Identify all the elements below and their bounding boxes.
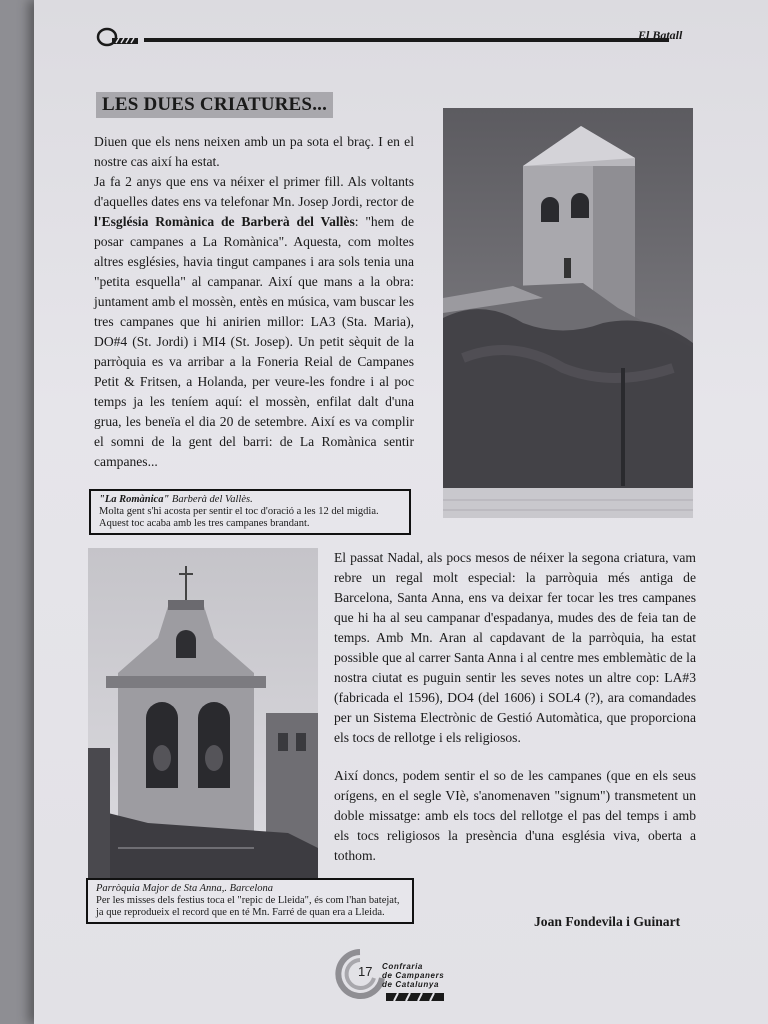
brand-line-3: de Catalunya xyxy=(382,980,439,989)
author-signature: Joan Fondevila i Guinart xyxy=(534,914,681,929)
caption-santa-anna-text: Per les misses dels festius toca el "repic de Lleida", és com l'han batejat, ja que reprodueix el record que en té Mn. Farré de quan era a Lleida. xyxy=(96,895,400,918)
photo-romanica-church xyxy=(443,108,693,518)
caption-romanica-place: Barberà del Vallès. xyxy=(169,494,253,505)
brand-line-1: Confraria xyxy=(382,962,423,971)
caption-romanica-name: "La Romànica" xyxy=(99,494,170,505)
caption-romanica-title xyxy=(99,494,401,506)
article-text-top xyxy=(94,132,414,472)
header-rule xyxy=(144,38,669,42)
photo-santa-anna-belfry xyxy=(88,548,318,878)
paragraph-second-child: El passat Nadal, als pocs mesos de néixer la segona criatura, vam rebre un regal molt especial: la parròquia més antiga de Barcelona, Santa Anna, ens va deixar fer tocar les tres campanes que hi ha al seu campanar d'espadanya, mudes des de feia tan de temps. Amb Mn. Aran al capdavant de la parròquia, ha estat possible que al carrer Santa Anna i al centre mes emblemàtic de la nostra ciutat es puguin sentir les seves notes un altre cop: LA#3 (fabricada el 1596), DO4 (del 1606) i SOL4 (?), ara comandades per un Sistema Electrònic de Gestió Automàtica, que proporciona els tocs de rellotge i els religiosos. xyxy=(334,550,696,745)
article-title: LES DUES CRIATURES... xyxy=(96,92,333,118)
church-name-bold: l'Església Romànica de Barberà del Vallès xyxy=(94,214,355,229)
caption-santa-anna-title: Parròquia Major de Sta Anna,. Barcelona xyxy=(96,883,274,894)
article-text-bottom xyxy=(334,548,696,866)
publication-logo-icon xyxy=(96,26,140,48)
paragraph-first-child-lead: Ja fa 2 anys que ens va néixer el primer fill. Als voltants d'aquelles dates ens va telefonar Mn. Josep Jordi, rector de xyxy=(94,174,414,209)
paragraph-intro: Diuen que els nens neixen amb un pa sota el braç. I en el nostre cas així ha estat. xyxy=(94,134,414,169)
caption-romanica-text: Molta gent s'hi acosta per sentir el toc d'oració a les 12 del migdia. Aquest toc acaba amb les tres campanes brandant. xyxy=(99,506,379,529)
page-number: 17 xyxy=(358,964,373,979)
publication-name: El Batall xyxy=(638,28,683,42)
paragraph-conclusion: Així doncs, podem sentir el so de les campanes (que en els seus orígens, en el segle VIè, s'anomenaven "signum") transmetent un doble missatge: amb els tocs del rellotge el pas del temps i amb els tocs religiosos la presència d'una església viva, oberta a tothom. xyxy=(334,768,696,863)
magazine-page xyxy=(34,0,768,1024)
confraria-brand xyxy=(382,962,444,989)
paragraph-first-child xyxy=(94,172,414,472)
paragraph-first-child-rest: : "hem de posar campanes a La Romànica". Aquesta, com moltes altres esglésies, havia tingut campanes i ara sols tenia una "petita esquella" al campanar. Així que mans a la obra: juntament amb el mossèn, entès en música, vam buscar les tres campanes que hi anirien millor: LA3 (Sta. Maria), DO#4 (St. Jordi) i MI4 (St. Josep). Un petit sèquit de la parròquia es va arribar a la Foneria Reial de Campanes Petit & Fritsen, a Holanda, per veure-les fondre i al poc temps ja les teníem aquí: el mossèn, enfilat dalt d'una grua, les beneïa el dia 20 de setembre. Així es va complir el somni de la gent del barri: de La Romànica sentir campanes... xyxy=(94,214,415,469)
brand-line-2: de Campaners xyxy=(382,971,445,980)
caption-romanica xyxy=(89,489,411,535)
caption-santa-anna xyxy=(86,878,414,924)
brand-stripes-icon xyxy=(386,993,444,1001)
